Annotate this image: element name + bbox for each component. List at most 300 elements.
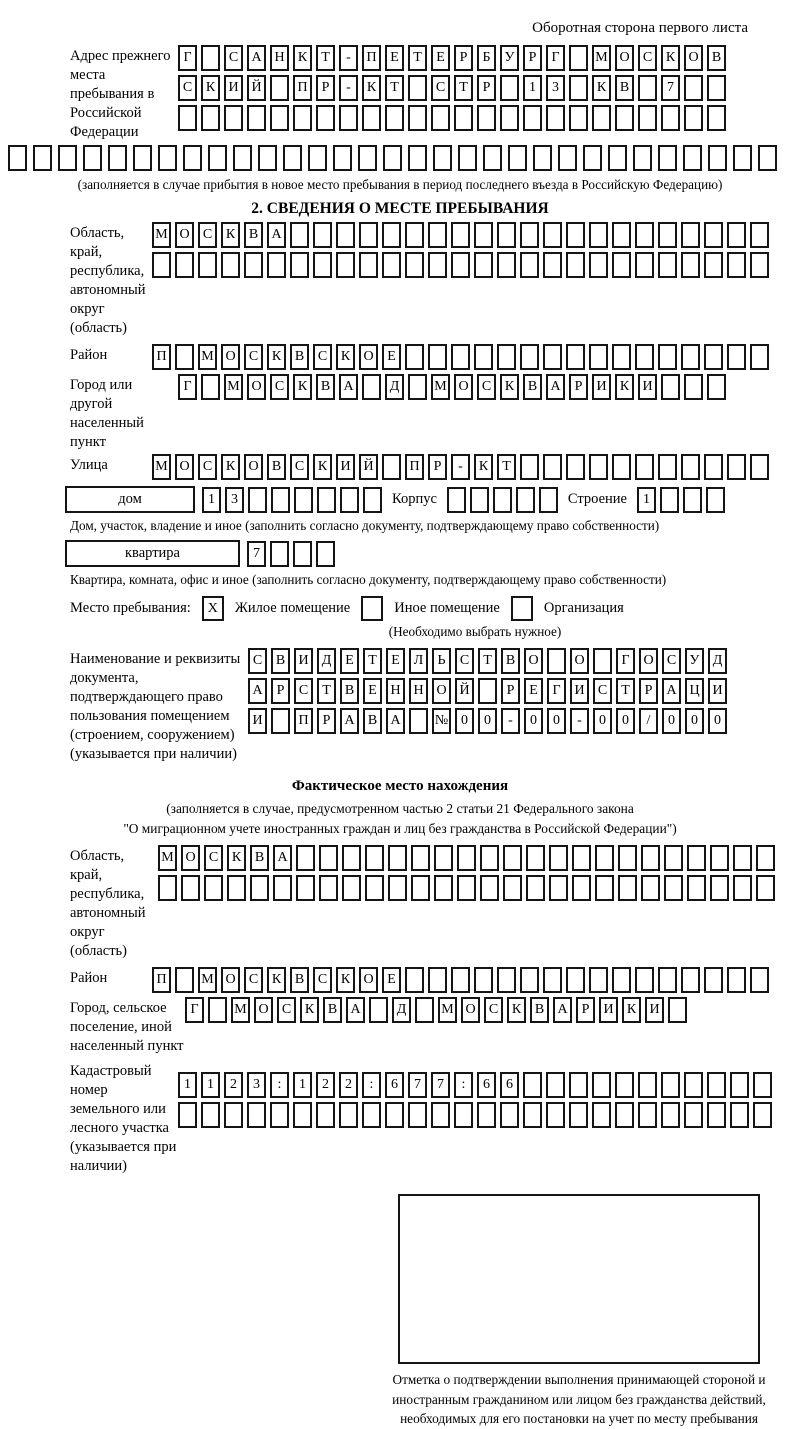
grid-cell[interactable] [566,252,585,278]
grid-cell[interactable]: О [221,344,240,370]
grid-cell[interactable] [339,1102,358,1128]
grid-cell[interactable] [497,252,516,278]
grid-cell[interactable] [520,344,539,370]
grid-cell[interactable]: У [685,648,704,674]
grid-cell[interactable] [727,454,746,480]
grid-cell[interactable] [204,875,223,901]
grid-cell[interactable]: М [431,374,450,400]
grid-cell[interactable]: Р [428,454,447,480]
grid-cell[interactable] [547,648,566,674]
grid-cell[interactable] [660,487,679,513]
grid-cell[interactable] [178,1102,197,1128]
grid-cell[interactable] [543,967,562,993]
grid-cell[interactable]: Г [185,997,204,1023]
grid-cell[interactable] [635,252,654,278]
grid-cell[interactable] [294,487,313,513]
grid-cell[interactable]: Й [247,75,266,101]
grid-cell[interactable] [500,1102,519,1128]
grid-cell[interactable]: Г [547,678,566,704]
grid-cell[interactable]: М [158,845,177,871]
grid-cell[interactable]: 3 [546,75,565,101]
grid-cell[interactable] [478,678,497,704]
grid-cell[interactable] [618,845,637,871]
grid-cell[interactable]: 7 [431,1072,450,1098]
grid-cell[interactable]: А [247,45,266,71]
grid-cell[interactable] [707,105,726,131]
grid-cell[interactable]: К [507,997,526,1023]
grid-cell[interactable] [247,1102,266,1128]
grid-cell[interactable]: Т [454,75,473,101]
grid-cell[interactable] [595,845,614,871]
grid-cell[interactable] [566,967,585,993]
grid-cell[interactable] [589,344,608,370]
grid-cell[interactable]: 2 [316,1072,335,1098]
grid-cell[interactable]: : [270,1072,289,1098]
grid-cell[interactable]: Р [523,45,542,71]
grid-cell[interactable] [658,454,677,480]
grid-cell[interactable] [362,374,381,400]
grid-cell[interactable] [589,222,608,248]
grid-cell[interactable]: В [290,967,309,993]
grid-cell[interactable]: О [615,45,634,71]
grid-cell[interactable]: - [451,454,470,480]
grid-cell[interactable]: А [248,678,267,704]
grid-cell[interactable]: О [221,967,240,993]
grid-cell[interactable]: В [615,75,634,101]
grid-cell[interactable]: С [244,967,263,993]
grid-cell[interactable] [457,845,476,871]
grid-cell[interactable]: 0 [616,708,635,734]
grid-cell[interactable]: Т [316,45,335,71]
grid-cell[interactable] [523,105,542,131]
grid-cell[interactable] [224,105,243,131]
grid-cell[interactable]: 0 [685,708,704,734]
grid-cell[interactable]: Е [524,678,543,704]
grid-cell[interactable]: П [152,967,171,993]
grid-cell[interactable]: С [244,344,263,370]
grid-cell[interactable] [313,222,332,248]
grid-cell[interactable] [668,997,687,1023]
grid-cell[interactable] [451,222,470,248]
grid-cell[interactable] [411,875,430,901]
grid-cell[interactable] [664,845,683,871]
grid-cell[interactable] [592,105,611,131]
grid-cell[interactable]: 1 [202,487,221,513]
grid-cell[interactable] [454,1102,473,1128]
grid-cell[interactable]: 1 [178,1072,197,1098]
grid-cell[interactable] [293,541,312,567]
grid-cell[interactable] [290,222,309,248]
grid-cell[interactable] [221,252,240,278]
grid-cell[interactable] [681,344,700,370]
grid-cell[interactable] [316,1102,335,1128]
grid-cell[interactable]: С [294,678,313,704]
grid-cell[interactable] [583,145,602,171]
grid-cell[interactable] [730,1072,749,1098]
grid-cell[interactable] [589,967,608,993]
grid-cell[interactable]: Д [385,374,404,400]
grid-cell[interactable] [503,875,522,901]
grid-cell[interactable]: 2 [224,1072,243,1098]
grid-cell[interactable] [248,487,267,513]
grid-cell[interactable] [704,252,723,278]
grid-cell[interactable] [593,648,612,674]
grid-cell[interactable]: С [455,648,474,674]
grid-cell[interactable] [405,222,424,248]
grid-cell[interactable] [539,487,558,513]
grid-cell[interactable]: С [313,967,332,993]
grid-cell[interactable] [319,875,338,901]
grid-cell[interactable]: 7 [408,1072,427,1098]
grid-cell[interactable]: М [231,997,250,1023]
grid-cell[interactable] [388,875,407,901]
grid-cell[interactable] [477,105,496,131]
grid-cell[interactable] [336,252,355,278]
grid-cell[interactable]: К [336,967,355,993]
grid-cell[interactable] [152,252,171,278]
grid-cell[interactable]: М [198,344,217,370]
grid-cell[interactable] [428,967,447,993]
grid-cell[interactable]: К [622,997,641,1023]
grid-cell[interactable]: С [178,75,197,101]
grid-cell[interactable] [434,845,453,871]
grid-cell[interactable] [316,541,335,567]
grid-cell[interactable] [474,252,493,278]
grid-cell[interactable] [359,252,378,278]
grid-cell[interactable] [710,875,729,901]
grid-cell[interactable] [270,105,289,131]
grid-cell[interactable] [572,875,591,901]
grid-cell[interactable]: Е [363,678,382,704]
grid-cell[interactable]: С [270,374,289,400]
grid-cell[interactable] [727,967,746,993]
grid-cell[interactable]: Е [340,648,359,674]
grid-cell[interactable]: Р [271,678,290,704]
grid-cell[interactable] [454,105,473,131]
grid-cell[interactable]: В [363,708,382,734]
grid-cell[interactable]: 3 [225,487,244,513]
grid-cell[interactable]: С [484,997,503,1023]
grid-cell[interactable]: Г [616,648,635,674]
grid-cell[interactable] [615,1072,634,1098]
grid-cell[interactable]: С [248,648,267,674]
grid-cell[interactable] [638,1102,657,1128]
grid-cell[interactable] [385,105,404,131]
grid-cell[interactable] [198,252,217,278]
grid-cell[interactable]: Н [409,678,428,704]
grid-cell[interactable] [569,75,588,101]
grid-cell[interactable] [227,875,246,901]
grid-cell[interactable]: К [293,374,312,400]
grid-cell[interactable] [497,344,516,370]
grid-cell[interactable]: Л [409,648,428,674]
grid-cell[interactable]: О [244,454,263,480]
grid-cell[interactable] [181,875,200,901]
grid-cell[interactable] [658,222,677,248]
grid-cell[interactable] [201,105,220,131]
grid-cell[interactable] [750,252,769,278]
grid-cell[interactable]: О [247,374,266,400]
grid-cell[interactable] [543,454,562,480]
grid-cell[interactable] [684,374,703,400]
grid-cell[interactable] [566,222,585,248]
grid-cell[interactable]: К [300,997,319,1023]
grid-cell[interactable] [612,454,631,480]
grid-cell[interactable] [362,1102,381,1128]
grid-cell[interactable]: 0 [708,708,727,734]
grid-cell[interactable]: О [359,344,378,370]
grid-cell[interactable] [684,1102,703,1128]
grid-cell[interactable] [546,1102,565,1128]
grid-cell[interactable]: В [530,997,549,1023]
grid-cell[interactable] [477,1102,496,1128]
grid-cell[interactable]: К [267,344,286,370]
grid-cell[interactable]: Д [392,997,411,1023]
grid-cell[interactable] [183,145,202,171]
grid-cell[interactable] [635,222,654,248]
grid-cell[interactable] [458,145,477,171]
grid-cell[interactable]: Н [386,678,405,704]
grid-cell[interactable] [589,252,608,278]
grid-cell[interactable] [684,1072,703,1098]
grid-cell[interactable] [342,875,361,901]
grid-cell[interactable] [523,1102,542,1128]
grid-cell[interactable]: П [362,45,381,71]
grid-cell[interactable] [201,374,220,400]
grid-cell[interactable]: Р [569,374,588,400]
grid-cell[interactable] [362,105,381,131]
grid-cell[interactable]: К [267,967,286,993]
grid-cell[interactable] [681,222,700,248]
grid-cell[interactable]: Т [497,454,516,480]
grid-cell[interactable]: Т [616,678,635,704]
grid-cell[interactable] [451,967,470,993]
grid-cell[interactable] [543,344,562,370]
grid-cell[interactable] [664,875,683,901]
grid-cell[interactable] [635,967,654,993]
grid-cell[interactable] [408,105,427,131]
grid-cell[interactable] [409,708,428,734]
grid-cell[interactable]: С [638,45,657,71]
grid-cell[interactable] [271,487,290,513]
grid-cell[interactable] [635,344,654,370]
grid-cell[interactable]: Т [363,648,382,674]
grid-cell[interactable]: И [336,454,355,480]
grid-cell[interactable] [569,1102,588,1128]
grid-cell[interactable]: : [362,1072,381,1098]
grid-cell[interactable] [608,145,627,171]
grid-cell[interactable]: Е [385,45,404,71]
grid-cell[interactable]: П [293,75,312,101]
grid-cell[interactable] [681,967,700,993]
grid-cell[interactable] [497,967,516,993]
grid-cell[interactable]: 3 [247,1072,266,1098]
grid-cell[interactable]: 1 [201,1072,220,1098]
grid-cell[interactable] [566,344,585,370]
grid-cell[interactable] [483,145,502,171]
checkbox-residential[interactable]: X [202,596,224,621]
grid-cell[interactable] [293,1102,312,1128]
grid-cell[interactable] [733,145,752,171]
grid-cell[interactable] [658,344,677,370]
grid-cell[interactable] [503,845,522,871]
grid-cell[interactable]: О [254,997,273,1023]
grid-cell[interactable] [480,875,499,901]
grid-cell[interactable] [543,222,562,248]
grid-cell[interactable] [612,252,631,278]
checkbox-other-premises[interactable] [361,596,383,621]
grid-cell[interactable] [358,145,377,171]
grid-cell[interactable]: М [592,45,611,71]
grid-cell[interactable]: 6 [385,1072,404,1098]
grid-cell[interactable]: 6 [477,1072,496,1098]
grid-cell[interactable] [543,252,562,278]
grid-cell[interactable] [382,454,401,480]
grid-cell[interactable] [500,105,519,131]
grid-cell[interactable] [319,845,338,871]
grid-cell[interactable] [520,252,539,278]
grid-cell[interactable] [175,344,194,370]
grid-cell[interactable]: М [438,997,457,1023]
grid-cell[interactable] [612,344,631,370]
grid-cell[interactable]: 7 [661,75,680,101]
grid-cell[interactable] [408,145,427,171]
grid-cell[interactable]: К [201,75,220,101]
grid-cell[interactable] [750,222,769,248]
grid-cell[interactable] [431,105,450,131]
grid-cell[interactable] [704,344,723,370]
grid-cell[interactable] [635,454,654,480]
grid-cell[interactable]: О [175,454,194,480]
grid-cell[interactable] [612,222,631,248]
grid-cell[interactable]: В [316,374,335,400]
grid-cell[interactable]: Е [382,344,401,370]
grid-cell[interactable]: Е [382,967,401,993]
grid-cell[interactable]: Ь [432,648,451,674]
grid-cell[interactable]: Б [477,45,496,71]
grid-cell[interactable] [359,222,378,248]
grid-cell[interactable]: В [250,845,269,871]
grid-cell[interactable] [727,344,746,370]
grid-cell[interactable] [433,145,452,171]
grid-cell[interactable]: 0 [547,708,566,734]
grid-cell[interactable] [411,845,430,871]
grid-cell[interactable]: С [593,678,612,704]
grid-cell[interactable] [178,105,197,131]
grid-cell[interactable] [493,487,512,513]
grid-cell[interactable]: К [615,374,634,400]
grid-cell[interactable]: № [432,708,451,734]
grid-cell[interactable]: Е [431,45,450,71]
grid-cell[interactable] [526,845,545,871]
grid-cell[interactable] [405,252,424,278]
grid-cell[interactable] [108,145,127,171]
grid-cell[interactable]: - [339,75,358,101]
grid-cell[interactable] [641,875,660,901]
grid-cell[interactable] [733,845,752,871]
grid-cell[interactable] [592,1102,611,1128]
grid-cell[interactable]: И [248,708,267,734]
grid-cell[interactable] [546,105,565,131]
grid-cell[interactable]: А [546,374,565,400]
grid-cell[interactable]: О [684,45,703,71]
grid-cell[interactable] [474,344,493,370]
grid-cell[interactable] [683,487,702,513]
grid-cell[interactable] [480,845,499,871]
grid-cell[interactable]: 0 [478,708,497,734]
grid-cell[interactable] [474,222,493,248]
grid-cell[interactable] [388,845,407,871]
grid-cell[interactable]: А [273,845,292,871]
checkbox-organization[interactable] [511,596,533,621]
grid-cell[interactable]: С [477,374,496,400]
grid-cell[interactable]: А [339,374,358,400]
grid-cell[interactable]: 0 [455,708,474,734]
grid-cell[interactable] [618,875,637,901]
grid-cell[interactable] [569,1072,588,1098]
grid-cell[interactable] [508,145,527,171]
grid-cell[interactable] [434,875,453,901]
grid-cell[interactable] [33,145,52,171]
grid-cell[interactable]: О [639,648,658,674]
grid-cell[interactable]: Р [317,708,336,734]
grid-cell[interactable]: М [198,967,217,993]
grid-cell[interactable]: 1 [293,1072,312,1098]
grid-cell[interactable] [615,1102,634,1128]
grid-cell[interactable] [415,997,434,1023]
grid-cell[interactable] [290,252,309,278]
grid-cell[interactable] [369,997,388,1023]
grid-cell[interactable]: С [290,454,309,480]
grid-cell[interactable]: К [313,454,332,480]
grid-cell[interactable] [247,105,266,131]
grid-cell[interactable]: В [271,648,290,674]
grid-cell[interactable]: А [553,997,572,1023]
grid-cell[interactable]: - [570,708,589,734]
grid-cell[interactable] [405,967,424,993]
grid-cell[interactable] [428,222,447,248]
grid-cell[interactable] [317,487,336,513]
grid-cell[interactable] [526,875,545,901]
grid-cell[interactable]: К [661,45,680,71]
grid-cell[interactable] [730,1102,749,1128]
grid-cell[interactable] [589,454,608,480]
grid-cell[interactable]: С [662,648,681,674]
grid-cell[interactable] [363,487,382,513]
grid-cell[interactable] [250,875,269,901]
grid-cell[interactable] [58,145,77,171]
grid-cell[interactable] [365,875,384,901]
grid-cell[interactable] [158,875,177,901]
grid-cell[interactable] [641,845,660,871]
grid-cell[interactable]: 2 [339,1072,358,1098]
grid-cell[interactable]: В [707,45,726,71]
grid-cell[interactable] [750,967,769,993]
grid-cell[interactable] [500,75,519,101]
grid-cell[interactable] [224,1102,243,1128]
grid-cell[interactable]: О [432,678,451,704]
grid-cell[interactable] [661,105,680,131]
grid-cell[interactable] [451,252,470,278]
grid-cell[interactable] [681,454,700,480]
grid-cell[interactable] [708,145,727,171]
grid-cell[interactable] [681,252,700,278]
grid-cell[interactable]: О [181,845,200,871]
grid-cell[interactable] [382,252,401,278]
grid-cell[interactable]: К [221,222,240,248]
grid-cell[interactable]: С [313,344,332,370]
grid-cell[interactable]: Р [576,997,595,1023]
